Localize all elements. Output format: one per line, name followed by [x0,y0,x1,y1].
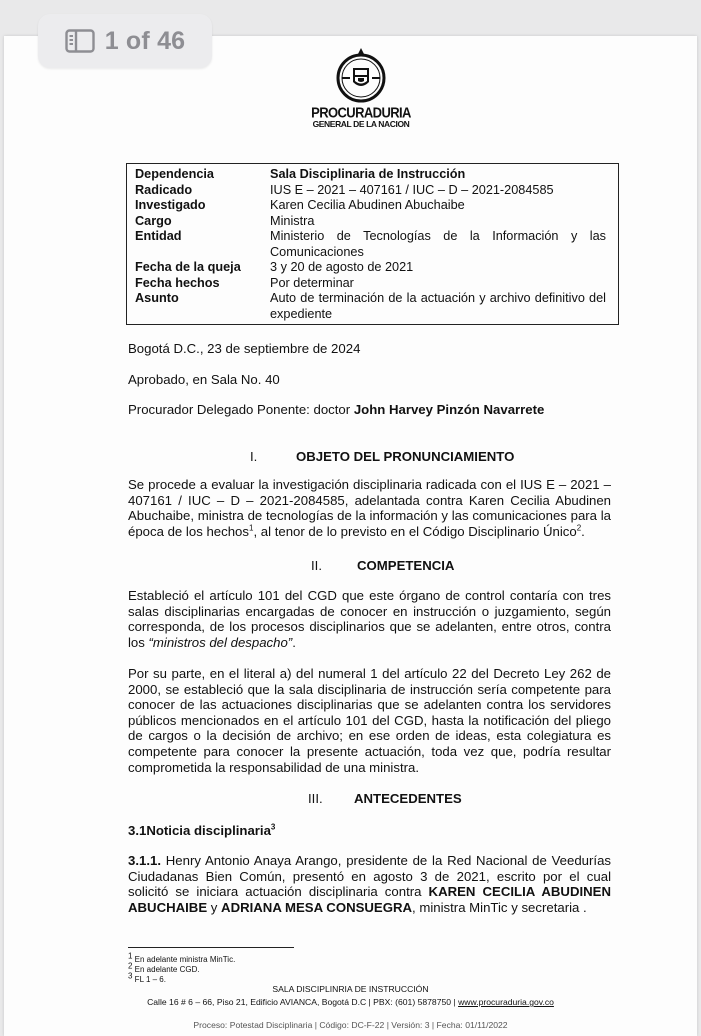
field-value: 3 y 20 de agosto de 2021 [270,260,414,274]
bold-name: KAREN CECILIA ABUDINEN ABUCHAIBE [128,884,611,915]
paragraph-competencia-1 [128,588,611,650]
ponente-label: Procurador Delegado Ponente: doctor [128,402,351,417]
item-number: 3.1.1. [128,853,161,868]
section-number: I. [250,449,258,464]
ponente-name: John Harvey Pinzón Navarrete [353,402,545,417]
footer-title: SALA DISCIPLINRIA DE INSTRUCCIÓN [272,984,429,994]
footnote-number: 2 [128,961,133,971]
logo-subtitle: GENERAL DE LA NACION [312,119,410,129]
footnote-text: FL 1 – 6. [132,975,166,984]
case-info-table [126,163,619,325]
address-text: Calle 16 # 6 – 66, Piso 21, Edificio AVIANCA, Bogotá D.C | PBX: (601) 5878750 | [147,997,459,1007]
field-value: Ministra [270,213,315,228]
field-label: Entidad [135,229,182,243]
field-value: Karen Cecilia Abudinen Abuchaibe [270,198,465,212]
date-line: Bogotá D.C., 23 de septiembre de 2024 [128,341,361,356]
footnote-number: 3 [128,971,133,981]
text: Estableció el artículo 101 del CGD que este órgano de control contaría con tres salas disciplinarias encargadas de conocer en instrucción o juzgamiento, según corresponda, de los procesos disciplinarios que se adelanten, entre otros, contra los [128,588,611,650]
table-row [127,164,619,183]
footnote-ref: 2 [576,523,582,533]
subsection-title: 3.1Noticia disciplinaria [128,823,271,838]
field-label: Radicado [135,182,193,197]
document-page [4,36,697,1036]
logo-name: PROCURADURIA [311,103,411,122]
field-label: Investigado [135,198,206,212]
section-heading [311,558,454,573]
field-label: Asunto [135,291,179,305]
paragraph-noticia [128,853,611,915]
footnote-divider [128,947,294,948]
footnote-number: 1 [128,951,133,961]
website-link[interactable]: www.procuraduria.gov.co [458,997,554,1007]
field-label: Cargo [135,213,172,228]
section-title: OBJETO DEL PRONUNCIAMIENTO [296,449,515,464]
footer-address [4,997,697,1007]
field-value: Por determinar [270,275,354,290]
procuraduria-logo [301,46,421,129]
footnote-ref: 3 [270,822,276,832]
field-value: IUS E – 2021 – 407161 / IUC – D – 2021-2084585 [270,182,554,197]
seal-icon [332,46,390,104]
field-value: Sala Disciplinaria de Instrucción [270,167,466,181]
section-heading [308,791,462,806]
section-heading [250,449,514,464]
text: Henry Antonio Anaya Arango, presidente de la Red Nacional de Veedurías Ciudadanas Bien Común, presentó en agosto 3 de 2021, escrito por el cual solicitó se iniciara actuación disciplinaria contra [128,853,611,900]
paragraph-objeto [128,477,611,539]
text: y [207,899,222,915]
field-value: Ministerio de Tecnologías de la Información y las Comunicaciones [270,229,606,259]
table-row [127,276,619,292]
paragraph-competencia-2: Por su parte, en el literal a) del numeral 1 del artículo 22 del Decreto Ley 262 de 2000, se estableció que la sala disciplinaria de instrucción sería competente para conocer de las actuaciones disciplinarias que se adelanten contra los servidores públicos mencionados en el artículo 101 del CGD, hasta la notificación del pliego de cargos o la decisión de archivo; en ese orden de ideas, esta colegiatura es competente para conocer la presente actuación, toda vez que, podría resultar comprometida la responsabilidad de una ministra. [128,666,611,775]
section-number: II. [311,558,322,573]
table-row [127,183,619,199]
text: . [581,523,585,539]
page-indicator[interactable] [38,14,212,68]
field-label: Dependencia [135,167,214,181]
footnote-text: En adelante CGD. [132,965,200,974]
field-label: Fecha de la queja [135,260,241,274]
text: , al tenor de lo previsto en el Código Disciplinario Único [253,523,577,539]
table-row [127,260,619,276]
table-row [127,229,619,260]
bold-name: ADRIANA MESA CONSUEGRA [221,899,413,915]
section-title: ANTECEDENTES [354,791,462,806]
text: Se procede a evaluar la investigación disciplinaria radicada con el IUS E – 2021 – 407161 / IUC – D – 2021-2084585, adelantada contra Karen Cecilia Abudinen Abuchaibe, ministra de tecnologías de la información y las comunicaciones para la época de los hechos [128,477,611,539]
footnote [128,961,200,975]
footer-process-info: Proceso: Potestad Disciplinaria | Código: DC-F-22 | Versión: 3 | Fecha: 01/11/2022 [193,1020,508,1030]
ponente-line [128,402,544,417]
section-title: COMPETENCIA [357,558,455,573]
italic-text: “ministros del despacho” [148,634,293,650]
text: , ministra MinTic y secretaria . [412,899,587,915]
field-label: Fecha hechos [135,275,220,290]
footnote-text: En adelante ministra MinTic. [132,955,236,964]
page-count: 1 of 46 [104,26,186,55]
approved-line: Aprobado, en Sala No. 40 [128,372,280,387]
table-row [127,291,619,325]
field-value: Auto de terminación de la actuación y archivo definitivo del expediente [270,291,606,321]
footnote-ref: 1 [248,523,254,533]
section-number: III. [308,791,323,806]
table-row [127,198,619,214]
subsection-heading [128,823,275,838]
footnote [128,951,236,965]
text: . [292,634,296,650]
table-row [127,214,619,230]
sidebar-icon[interactable] [65,29,95,53]
